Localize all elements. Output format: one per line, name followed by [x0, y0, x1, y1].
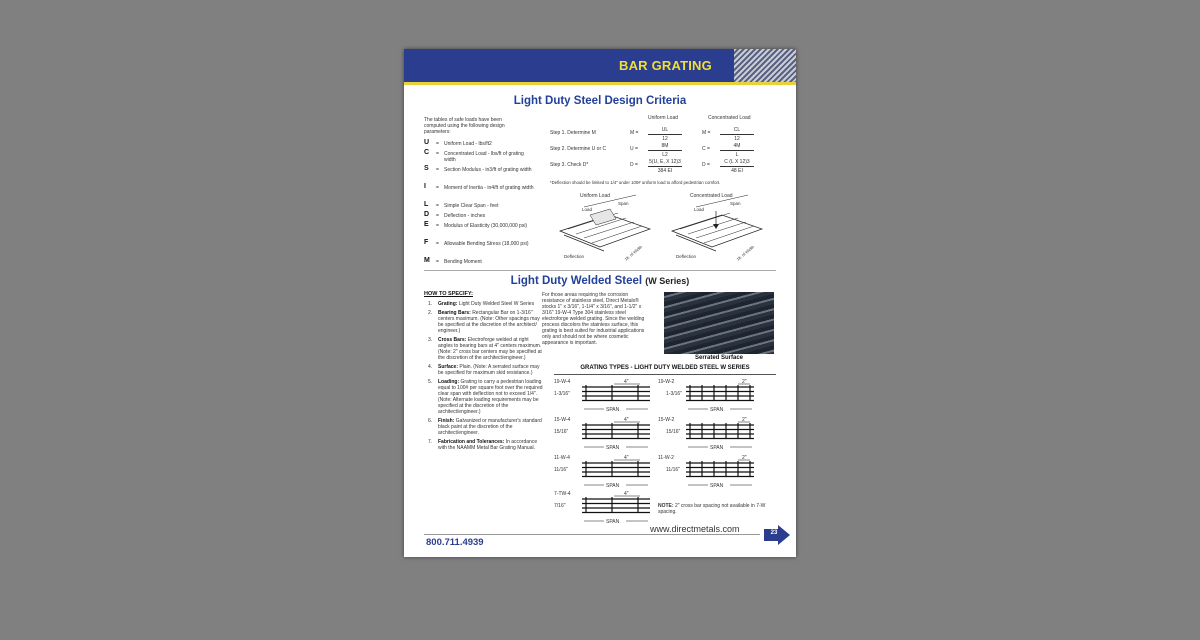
note-text: 2" cross bar spacing not available in 7-W spacing.: [658, 503, 766, 515]
concentrated-formula-lhs: C =: [702, 146, 710, 152]
item-number: 6.: [428, 418, 433, 424]
uniform-formula-fraction: [648, 143, 682, 158]
concentrated-span-label: Span: [730, 201, 741, 206]
variable-symbol: E: [424, 221, 429, 228]
grating-type-name: 15-W-2: [658, 417, 675, 423]
uniform-numerator: 8M: [661, 143, 669, 149]
item-text: Light Duty Welded Steel W Series: [458, 301, 535, 307]
grating-type-panel: [554, 379, 654, 415]
header-stripe: [404, 82, 796, 85]
variable-definition: Deflection - inches: [444, 213, 486, 219]
concentrated-formula-lhs: M =: [702, 130, 711, 136]
variable-symbol: M: [424, 257, 430, 264]
grating-type-depth: 1-3/16": [666, 391, 682, 397]
grating-type-spacing: 2": [742, 455, 747, 461]
grating-type-drawing: [554, 455, 654, 491]
header-title: BAR GRATING: [619, 58, 712, 73]
uniform-numerator: 5(U, E, X 12)3: [649, 159, 681, 165]
serrated-surface-photo: [664, 292, 774, 354]
concentrated-formula-fraction: [720, 159, 754, 174]
formula-step-label: Step 1. Determine M: [550, 130, 596, 136]
grating-type-spacing: 4": [624, 417, 629, 423]
welded-steel-subtitle: (W Series): [645, 276, 690, 286]
grating-type-drawing: [554, 379, 654, 415]
page-number: 23: [770, 530, 778, 536]
equals-sign: =: [436, 241, 439, 247]
equals-sign: =: [436, 185, 439, 191]
how-to-specify-title: HOW TO SPECIFY:: [424, 291, 473, 297]
section-title-welded-steel: [404, 275, 796, 287]
footer-rule: [424, 534, 760, 535]
grating-type-drawing: [658, 455, 758, 491]
uniform-load-header: Uniform Load: [648, 115, 679, 121]
grating-type-depth: 1-3/16": [554, 391, 570, 397]
grating-type-panel: [554, 417, 654, 453]
item-text: In accordance with the NAAMM Metal Bar Grating Manual.: [438, 439, 538, 451]
uniform-width-label: 1ft. of Width: [623, 244, 643, 262]
concentrated-diagram-title: Concentrated Load: [690, 193, 733, 199]
variable-definition: Simple Clear Span - feet: [444, 203, 499, 209]
grating-type-name: 11-W-4: [554, 455, 570, 461]
grating-types-title: GRATING TYPES - LIGHT DUTY WELDED STEEL W SERIES: [580, 365, 750, 371]
grating-photo-header: [734, 49, 796, 82]
item-text: Rectangular Bar on 1-3/16" centers maximum. (Note: Other spacings may be specified at the discretion of the architect/ engineer.): [438, 310, 540, 334]
grating-type-spacing: 4": [624, 491, 629, 497]
grating-type-panel: [554, 455, 654, 491]
welded-steel-title: Light Duty Welded Steel: [510, 275, 643, 287]
intro-text: The tables of safe loads have been computed using the following design parameters:: [424, 117, 505, 135]
concentrated-formula-fraction: [720, 143, 754, 158]
variable-definition: Section Modulus - in3/ft of grating width: [444, 167, 532, 173]
concentrated-formula-fraction: [720, 127, 754, 142]
specify-item: [424, 301, 544, 307]
grating-type-depth: 15/16": [554, 429, 569, 435]
variable-symbol: U: [424, 139, 430, 146]
grating-type-spacing: 4": [624, 455, 629, 461]
uniform-formula-fraction: [648, 159, 682, 174]
grating-type-drawing: [658, 379, 758, 415]
variable-symbol: D: [424, 211, 430, 218]
grating-type-span: SPAN: [606, 445, 620, 451]
uniform-load-label: Load: [582, 207, 593, 212]
grating-type-spacing: 2": [742, 417, 747, 423]
uniform-numerator: UL: [661, 127, 669, 133]
item-number: 4.: [428, 364, 433, 370]
equals-sign: =: [436, 259, 439, 265]
grating-type-drawing: [554, 417, 654, 453]
grating-type-depth: 15/16": [666, 429, 681, 435]
concentrated-formula-lhs: D =: [702, 162, 710, 168]
item-number: 2.: [428, 310, 433, 316]
item-heading: Fabrication and Tolerances:: [438, 439, 505, 445]
uniform-formula-lhs: U =: [630, 146, 638, 152]
grating-type-span: SPAN: [710, 445, 724, 451]
grating-type-span: SPAN: [606, 407, 620, 413]
grating-type-spacing: 2": [742, 379, 747, 385]
load-diagrams: [550, 191, 780, 267]
variable-definition: Uniform Load - lbs/ft2: [444, 141, 492, 147]
note-label: NOTE:: [658, 503, 674, 509]
concentrated-width-label: 1ft. of Width: [735, 244, 755, 262]
grating-type-spacing: 4": [624, 379, 629, 385]
variable-symbol: I: [424, 183, 426, 190]
item-heading: Cross Bars:: [438, 337, 467, 343]
equals-sign: =: [436, 151, 439, 157]
item-heading: Loading:: [438, 379, 460, 385]
concentrated-numerator: 4M: [733, 143, 741, 149]
formula-step-label: Step 3. Check D*: [550, 162, 589, 168]
uniform-load-diagram: [560, 193, 650, 262]
item-number: 1.: [428, 301, 433, 307]
variable-definition: Moment of Inertia - in4/ft of grating width: [444, 185, 534, 191]
variable-symbol: F: [424, 239, 429, 246]
variable-definition: Allowable Bending Stress (18,000 psi): [444, 241, 529, 247]
grating-type-depth: 7/16": [554, 503, 566, 509]
specify-item: [424, 337, 544, 361]
specify-item: [424, 310, 544, 334]
uniform-diagram-title: Uniform Load: [580, 193, 611, 199]
uniform-span-label: Span: [618, 201, 629, 206]
item-heading: Finish:: [438, 418, 455, 424]
section-title-design-criteria: Light Duty Steel Design Criteria: [513, 95, 687, 107]
grating-type-panel: [658, 455, 758, 491]
grating-type-drawing: [658, 417, 758, 453]
item-number: 3.: [428, 337, 433, 343]
uniform-denominator: 384 EI: [657, 168, 673, 174]
deflection-footnote: *Deflection should be limited to 1/4" under 100# uniform load to afford pedestrian comfort.: [550, 180, 721, 185]
grating-type-panel: [658, 417, 758, 453]
phone-number: 800.711.4939: [426, 537, 484, 548]
grating-type-panel: [658, 379, 758, 415]
concentrated-load-diagram: [672, 193, 762, 262]
uniform-denominator: 12: [662, 136, 668, 142]
grating-types-rule: [554, 374, 776, 375]
section-divider: [424, 270, 776, 271]
variable-symbol: S: [424, 165, 429, 172]
website-url[interactable]: www.directmetals.com: [650, 524, 740, 534]
item-number: 7.: [428, 439, 433, 445]
equals-sign: =: [436, 213, 439, 219]
equals-sign: =: [436, 203, 439, 209]
uniform-deflection-label: Deflection: [564, 254, 585, 259]
concentrated-load-header: Concentrated Load: [708, 115, 751, 121]
uniform-formula-lhs: D =: [630, 162, 638, 168]
concentrated-denominator: 48 EI: [731, 168, 743, 174]
how-to-specify: [424, 291, 544, 454]
concentrated-numerator: C (L X 12)3: [724, 159, 750, 165]
grating-type-name: 19-W-4: [554, 379, 571, 385]
concentrated-load-label: Load: [694, 207, 705, 212]
variable-symbol: C: [424, 149, 430, 156]
item-text: Plain. (Note: A serrated surface may be specified for maximum skid resistance.): [438, 364, 540, 376]
uniform-formula-fraction: [648, 127, 682, 142]
equals-sign: =: [436, 223, 439, 229]
grating-note: [658, 503, 778, 515]
grating-type-name: 7-TW-4: [554, 491, 571, 497]
catalog-page: [404, 49, 796, 557]
grating-type-depth: 11/16": [666, 467, 680, 473]
concentrated-denominator: 12: [734, 136, 740, 142]
item-heading: Surface:: [438, 364, 459, 370]
specify-item: [424, 364, 544, 376]
grating-type-drawing: [554, 491, 654, 527]
grating-type-name: 19-W-2: [658, 379, 675, 385]
item-heading: Bearing Bars:: [438, 310, 471, 316]
variable-definition: Bending Moment: [444, 259, 482, 265]
formula-step-label: Step 2. Determine U or C: [550, 146, 607, 152]
item-number: 5.: [428, 379, 433, 385]
specify-item: [424, 418, 544, 436]
grating-type-depth: 11/16": [554, 467, 568, 473]
specify-item: [424, 439, 544, 451]
specify-item: [424, 379, 544, 415]
grating-type-span: SPAN: [606, 519, 620, 525]
equals-sign: =: [436, 167, 439, 173]
grating-type-span: SPAN: [710, 483, 724, 489]
variable-definition: Concentrated Load - lbs/ft of grating width: [444, 151, 524, 163]
item-text: Galvanized or manufacturer's standard black paint at the discretion of the architect/engineer.: [438, 418, 542, 436]
uniform-formula-lhs: M =: [630, 130, 639, 136]
item-text: Grating to carry a pedestrian loading equal to 100# per square foot over the required clear span with deflection not to exceed 1/4". (Note: Alternate loading requirements may be specified at the discretion of the architect/engineer.): [438, 379, 543, 415]
grating-type-name: 11-W-2: [658, 455, 674, 461]
item-text: Electroforge welded at right angles to bearing bars at 4" centers maximum. (Note: 2" cross bar centers may be specified at the discretion of the architect/engineer.): [438, 337, 542, 361]
equals-sign: =: [436, 141, 439, 147]
photo-caption: Serrated Surface: [694, 355, 744, 361]
concentrated-denominator: L: [735, 152, 739, 158]
grating-type-span: SPAN: [710, 407, 724, 413]
variable-symbol: L: [424, 201, 429, 208]
concentrated-numerator: CL: [733, 127, 741, 133]
variable-definition: Modulus of Elasticity (30,000,000 psi): [444, 223, 528, 229]
grating-type-panel: [554, 491, 654, 527]
grating-type-name: 15-W-4: [554, 417, 571, 423]
item-heading: Grating:: [438, 301, 458, 307]
stainless-paragraph: For those areas requiring the corrosion resistance of stainless steel, Direct Metals® stocks 1" x 3/16", 1-1/4" x 3/16", and 1-1/2" x 3/16" 19-W-4 Type 304 stainless steel electroforge welded grating. Since the welding process discolors the stainless surface, this grating is best suited for industrial applications only and should not be where cosmetic appearance is important.: [542, 292, 645, 346]
uniform-denominator: L2: [662, 152, 668, 158]
grating-type-span: SPAN: [606, 483, 620, 489]
concentrated-deflection-label: Deflection: [676, 254, 697, 259]
